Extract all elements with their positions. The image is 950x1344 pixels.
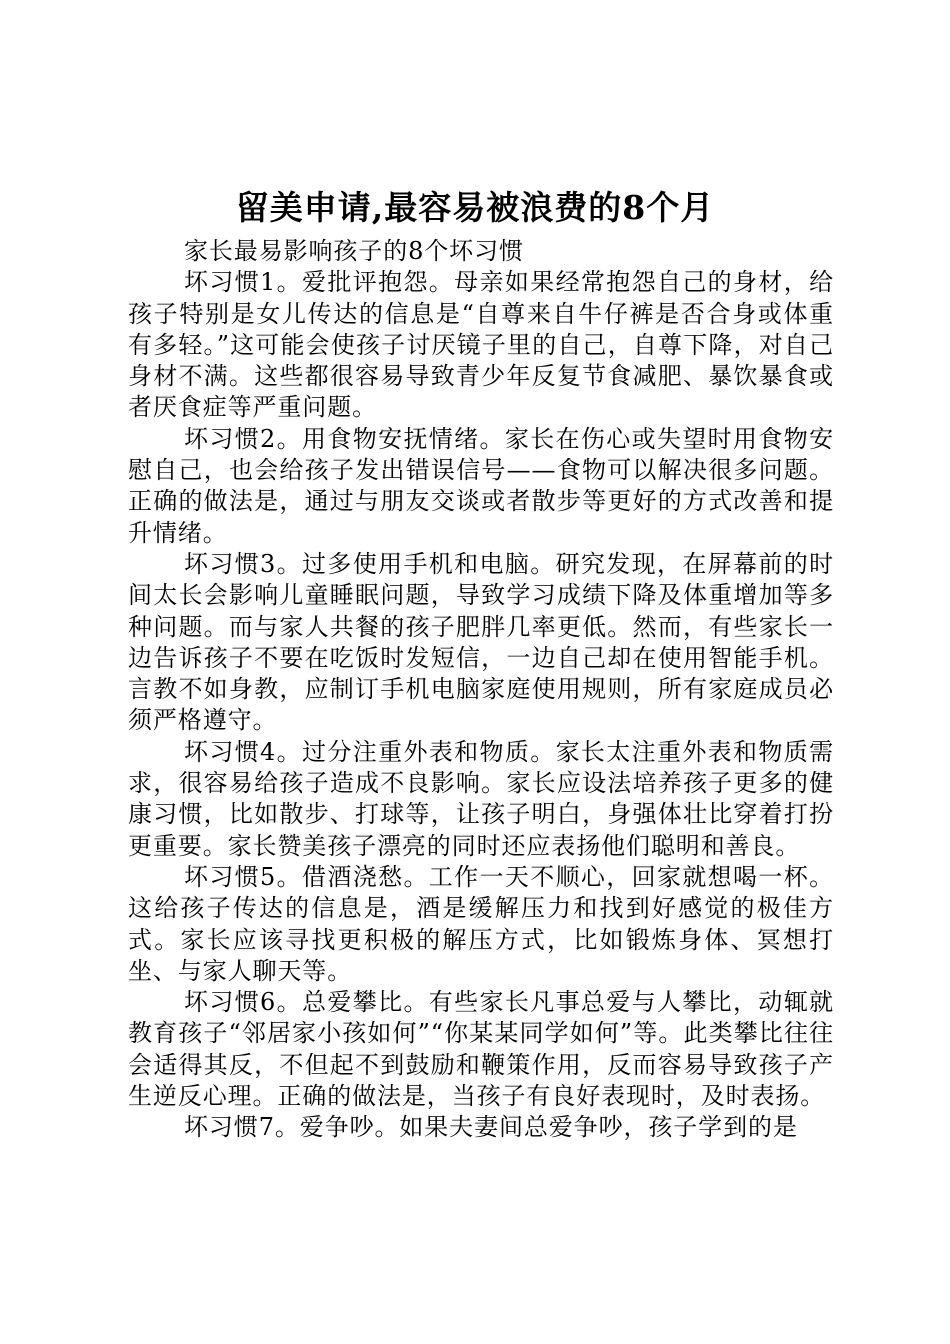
document-body: [128, 236, 834, 1144]
document-title: 留美申请,最容易被浪费的8个月: [235, 188, 715, 227]
paragraph-habit-7: 坏习惯7。爱争吵。如果夫妻间总爱争吵，孩子学到的是: [184, 1113, 798, 1142]
paragraph-habit-5: 坏习惯5。借酒浇愁。工作一天不顺心，回家就想喝一杯。这给孩子传达的信息是，酒是缓解压力和找到好感觉的极佳方式。家长应该寻找更积极的解压方式，比如锻炼身体、冥想打坐、与家人聊天等。: [128, 862, 834, 985]
paragraph-habit-3: 坏习惯3。过多使用手机和电脑。研究发现，在屏幕前的时间太长会影响儿童睡眠问题，导致学习成绩下降及体重增加等多种问题。而与家人共餐的孩子肥胖几率更低。然而，有些家长一边告诉孩子不要在吃饭时发短信，一边自己却在使用智能手机。言教不如身教，应制订手机电脑家庭使用规则，所有家庭成员必须严格遵守。: [128, 549, 834, 735]
paragraph-habit-4: 坏习惯4。过分注重外表和物质。家长太注重外表和物质需求，很容易给孩子造成不良影响。家长应设法培养孩子更多的健康习惯，比如散步、打球等，让孩子明白，身强体壮比穿着打扮更重要。家长赞美孩子漂亮的同时还应表扬他们聪明和善良。: [128, 737, 834, 860]
paragraph-habit-2: 坏习惯2。用食物安抚情绪。家长在伤心或失望时用食物安慰自己，也会给孩子发出错误信号——食物可以解决很多问题。正确的做法是，通过与朋友交谈或者散步等更好的方式改善和提升情绪。: [128, 424, 834, 547]
subtitle-paragraph: 家长最易影响孩子的8个坏习惯: [184, 237, 524, 265]
paragraph-habit-6: 坏习惯6。总爱攀比。有些家长凡事总爱与人攀比，动辄就教育孩子“邻居家小孩如何”“你某某同学如何”等。此类攀比往往会适得其反，不但起不到鼓励和鞭策作用，反而容易导致孩子产生逆反心理。正确的做法是，当孩子有良好表现时，及时表扬。: [128, 988, 834, 1111]
paragraph-habit-1: 坏习惯1。爱批评抱怨。母亲如果经常抱怨自己的身材，给孩子特别是女儿传达的信息是“自尊来自牛仔裤是否合身或体重有多轻。”这可能会使孩子讨厌镜子里的自己，自尊下降，对自己身材不满。这些都很容易导致青少年反复节食减肥、暴饮暴食或者厌食症等严重问题。: [128, 268, 834, 422]
